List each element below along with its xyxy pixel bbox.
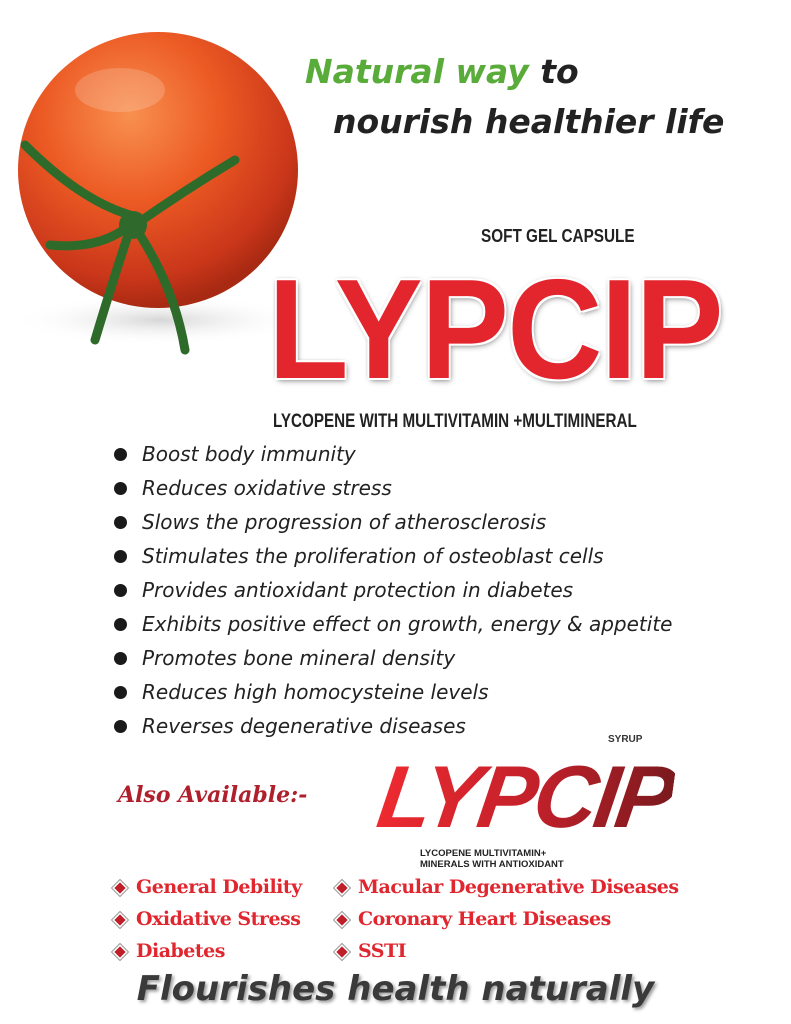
product-composition: LYCOPENE WITH MULTIVITAMIN +MULTIMINERAL — [273, 411, 637, 432]
benefit-text: Reduces high homocysteine levels — [142, 680, 489, 704]
indication-text: SSTI — [358, 940, 407, 962]
indication-text: Diabetes — [136, 940, 225, 962]
syrup-form: SYRUP — [608, 734, 643, 745]
tagline-highlight: Natural way — [305, 52, 529, 91]
bullet-icon — [114, 584, 127, 597]
benefit-item — [112, 505, 672, 539]
indication-item — [116, 876, 302, 899]
benefit-item — [112, 573, 672, 607]
product-name-logo: LYPCIP — [268, 250, 722, 409]
diamond-icon — [114, 946, 125, 957]
benefit-text: Boost body immunity — [142, 442, 356, 466]
benefit-item — [112, 675, 672, 709]
benefit-text: Slows the progression of atherosclerosis — [142, 510, 547, 534]
indication-text: Coronary Heart Diseases — [358, 908, 611, 930]
syrup-name-logo: LYPCIP — [372, 747, 680, 846]
benefit-item — [112, 539, 672, 573]
indication-text: Macular Degenerative Diseases — [358, 876, 679, 898]
syrup-composition-line2: MINERALS WITH ANTIOXIDANT — [420, 859, 564, 870]
benefit-item — [112, 607, 672, 641]
tagline-line2: nourish healthier life — [333, 102, 725, 141]
bullet-icon — [114, 448, 127, 461]
benefit-item — [112, 641, 672, 675]
benefit-text: Reverses degenerative diseases — [142, 714, 466, 738]
indication-item — [116, 940, 225, 963]
indication-text: General Debility — [136, 876, 302, 898]
bullet-icon — [114, 720, 127, 733]
bullet-icon — [114, 482, 127, 495]
syrup-composition-line1: LYCOPENE MULTIVITAMIN+ — [420, 848, 547, 859]
benefit-item — [112, 437, 672, 471]
diamond-icon — [336, 914, 347, 925]
benefit-text: Reduces oxidative stress — [142, 476, 392, 500]
diamond-icon — [114, 914, 125, 925]
diamond-icon — [336, 882, 347, 893]
indication-item — [338, 876, 679, 899]
tagline-rest: to — [528, 52, 579, 91]
tomato-image — [10, 20, 310, 360]
benefit-item — [112, 471, 672, 505]
indication-text: Oxidative Stress — [136, 908, 301, 930]
benefit-text: Stimulates the proliferation of osteoblast cells — [142, 544, 604, 568]
footer-slogan: Flourishes health naturally — [136, 969, 655, 1009]
benefit-text: Exhibits positive effect on growth, energy & appetite — [142, 612, 673, 636]
indication-item — [338, 908, 611, 931]
diamond-icon — [114, 882, 125, 893]
benefit-item — [112, 709, 672, 743]
bullet-icon — [114, 550, 127, 563]
benefits-list — [112, 437, 672, 743]
also-available-label: Also Available:- — [118, 782, 308, 808]
tagline-line1 — [305, 52, 579, 92]
diamond-icon — [336, 946, 347, 957]
benefit-text: Promotes bone mineral density — [142, 646, 456, 670]
indication-item — [338, 940, 406, 963]
bullet-icon — [114, 618, 127, 631]
syrup-composition — [420, 848, 564, 870]
benefit-text: Provides antioxidant protection in diabetes — [142, 578, 574, 602]
bullet-icon — [114, 686, 127, 699]
bullet-icon — [114, 652, 127, 665]
bullet-icon — [114, 516, 127, 529]
indication-item — [116, 908, 300, 931]
product-form: SOFT GEL CAPSULE — [481, 226, 635, 246]
